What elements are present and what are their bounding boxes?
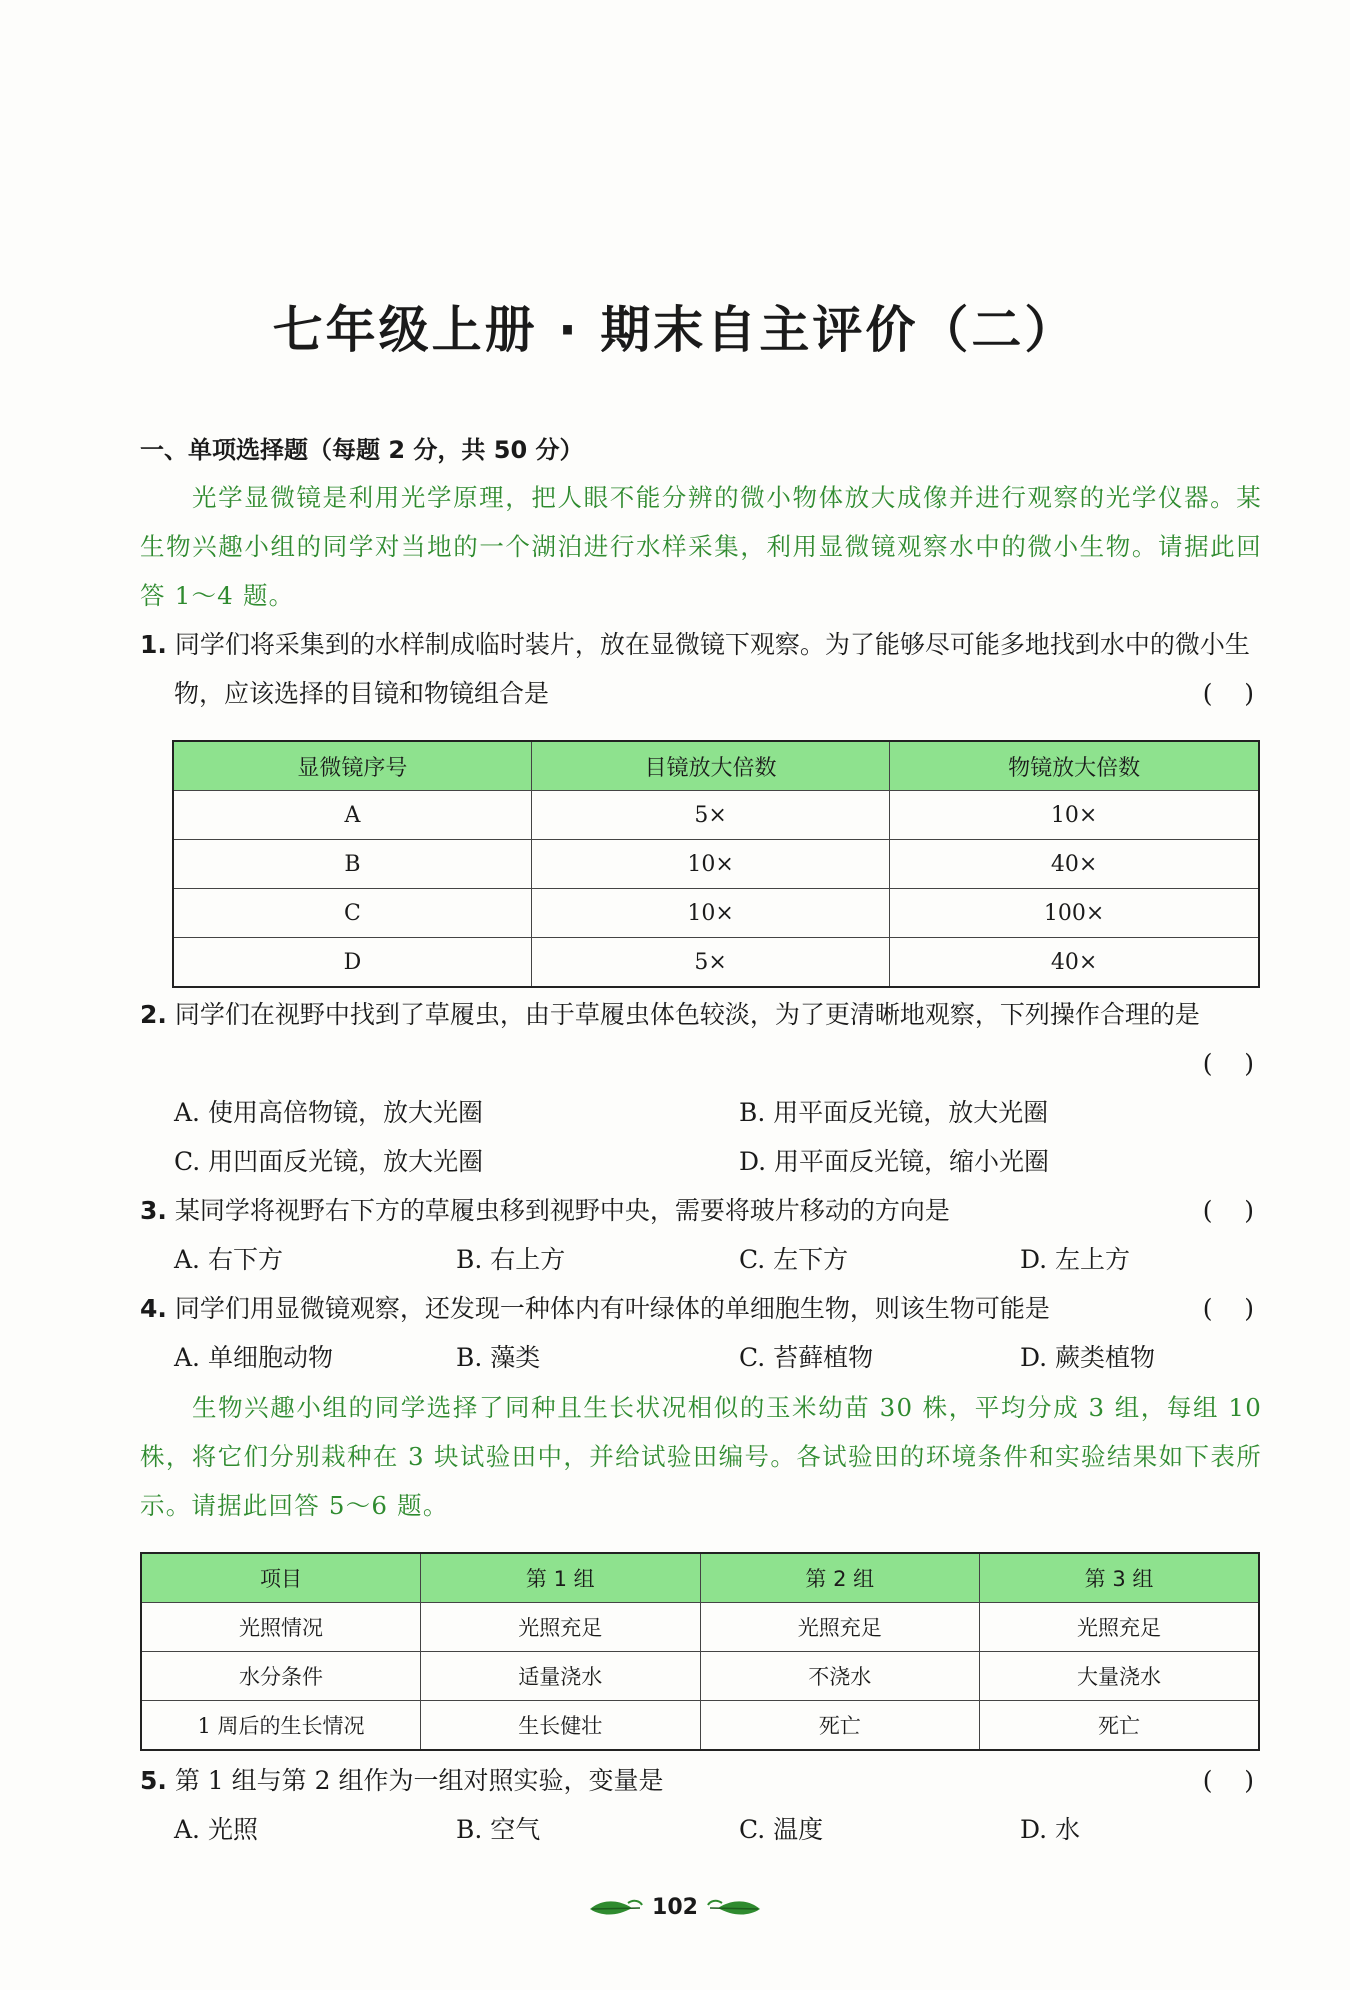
option-b[interactable]: B. 空气	[456, 1815, 541, 1844]
option-b[interactable]: B. 右上方	[456, 1245, 566, 1274]
table-cell: 5×	[531, 938, 889, 988]
question-text: 第 1 组与第 2 组作为一组对照实验，变量是	[174, 1766, 664, 1795]
table-row	[173, 791, 1259, 840]
question-number: 2.	[140, 1000, 167, 1029]
option-d[interactable]: D. 左上方	[1020, 1245, 1131, 1274]
table-cell: A	[173, 791, 531, 840]
table-cell: 适量浇水	[421, 1652, 701, 1701]
option-d[interactable]: D. 蕨类植物	[1020, 1343, 1156, 1372]
table-cell: D	[173, 938, 531, 988]
table-header-cell: 第 1 组	[421, 1553, 701, 1603]
question-2	[140, 990, 1262, 1088]
option-c[interactable]: C. 左下方	[739, 1245, 849, 1274]
table-cell: 生长健壮	[421, 1701, 701, 1751]
table-cell: 1 周后的生长情况	[141, 1701, 421, 1751]
question-4-options	[174, 1333, 1264, 1382]
table-cell: 10×	[890, 791, 1259, 840]
page-number: 102	[652, 1895, 698, 1920]
question-number: 3.	[140, 1196, 167, 1225]
question-2-options	[174, 1088, 1264, 1186]
option-a[interactable]: A. 右下方	[174, 1245, 283, 1274]
table-row	[173, 840, 1259, 889]
table-header-row	[173, 741, 1259, 791]
option-b[interactable]: B. 用平面反光镜，放大光圈	[739, 1098, 1049, 1127]
answer-parentheses[interactable]: ( )	[1202, 1049, 1254, 1078]
question-text: 同学们用显微镜观察，还发现一种体内有叶绿体的单细胞生物，则该生物可能是	[174, 1294, 1050, 1323]
table-cell: 5×	[531, 791, 889, 840]
table-cell: 光照充足	[700, 1603, 980, 1652]
table-cell: B	[173, 840, 531, 889]
page-footer	[0, 1895, 1350, 1920]
table-row	[173, 889, 1259, 938]
table-cell: 水分条件	[141, 1652, 421, 1701]
table-cell: 光照充足	[421, 1603, 701, 1652]
intro-passage-1: 光学显微镜是利用光学原理，把人眼不能分辨的微小物体放大成像并进行观察的光学仪器。某生物兴趣小组的同学对当地的一个湖泊进行水样采集，利用显微镜观察水中的微小生物。请据此回答 1～4 题。	[140, 483, 1262, 610]
table-row	[141, 1701, 1259, 1751]
question-4	[140, 1284, 1262, 1333]
answer-parentheses[interactable]: ( )	[1202, 1196, 1254, 1225]
table-header-cell: 显微镜序号	[173, 741, 531, 791]
option-d[interactable]: D. 用平面反光镜，缩小光圈	[739, 1147, 1050, 1176]
microscope-table	[172, 740, 1260, 988]
answer-parentheses[interactable]: ( )	[1202, 1294, 1254, 1323]
question-5-options	[174, 1805, 1264, 1854]
question-3-options	[174, 1235, 1264, 1284]
table-cell: 大量浇水	[980, 1652, 1260, 1701]
question-text: 同学们在视野中找到了草履虫，由于草履虫体色较淡，为了更清晰地观察，下列操作合理的是	[174, 1000, 1200, 1029]
leaf-left-icon	[588, 1897, 644, 1919]
question-number: 5.	[140, 1766, 167, 1795]
table-header-cell: 目镜放大倍数	[531, 741, 889, 791]
option-a[interactable]: A. 使用高倍物镜，放大光圈	[174, 1098, 483, 1127]
answer-parentheses[interactable]: ( )	[1202, 1766, 1254, 1795]
table-row	[141, 1603, 1259, 1652]
option-d[interactable]: D. 水	[1020, 1815, 1081, 1844]
option-c[interactable]: C. 苔藓植物	[739, 1343, 874, 1372]
page-title: 七年级上册 · 期末自主评价（二）	[272, 301, 1078, 359]
question-number: 1.	[140, 630, 167, 659]
option-b[interactable]: B. 藻类	[456, 1343, 541, 1372]
option-c[interactable]: C. 用凹面反光镜，放大光圈	[174, 1147, 484, 1176]
table-cell: 不浇水	[700, 1652, 980, 1701]
table-cell: 死亡	[700, 1701, 980, 1751]
section-heading: 一、单项选择题（每题 2 分，共 50 分）	[140, 436, 584, 464]
option-a[interactable]: A. 光照	[174, 1815, 258, 1844]
intro-passage-2: 生物兴趣小组的同学选择了同种且生长状况相似的玉米幼苗 30 株，平均分成 3 组，每组 10 株，将它们分别栽种在 3 块试验田中，并给试验田编号。各试验田的环境条件和实验结果如下表所示。请据此回答 5～6 题。	[140, 1393, 1262, 1520]
question-text: 某同学将视野右下方的草履虫移到视野中央，需要将玻片移动的方向是	[174, 1196, 950, 1225]
table-header-cell: 第 2 组	[700, 1553, 980, 1603]
leaf-right-icon	[706, 1897, 762, 1919]
option-c[interactable]: C. 温度	[739, 1815, 824, 1844]
experiment-table	[140, 1552, 1260, 1751]
table-cell: 10×	[531, 889, 889, 938]
question-5	[140, 1756, 1262, 1805]
table-header-cell: 项目	[141, 1553, 421, 1603]
table-row	[141, 1652, 1259, 1701]
question-3	[140, 1186, 1262, 1235]
table-cell: 光照充足	[980, 1603, 1260, 1652]
table-cell: 40×	[890, 840, 1259, 889]
table-header-cell: 物镜放大倍数	[890, 741, 1259, 791]
table-cell: 死亡	[980, 1701, 1260, 1751]
table-header-row	[141, 1553, 1259, 1603]
table-cell: 100×	[890, 889, 1259, 938]
option-a[interactable]: A. 单细胞动物	[174, 1343, 333, 1372]
table-cell: C	[173, 889, 531, 938]
table-row	[173, 938, 1259, 988]
question-number: 4.	[140, 1294, 167, 1323]
question-text: 同学们将采集到的水样制成临时装片，放在显微镜下观察。为了能够尽可能多地找到水中的微小生物，应该选择的目镜和物镜组合是	[174, 630, 1250, 708]
table-cell: 40×	[890, 938, 1259, 988]
table-cell: 10×	[531, 840, 889, 889]
answer-parentheses[interactable]: ( )	[1202, 679, 1254, 708]
table-cell: 光照情况	[141, 1603, 421, 1652]
question-1	[140, 620, 1262, 718]
table-header-cell: 第 3 组	[980, 1553, 1260, 1603]
